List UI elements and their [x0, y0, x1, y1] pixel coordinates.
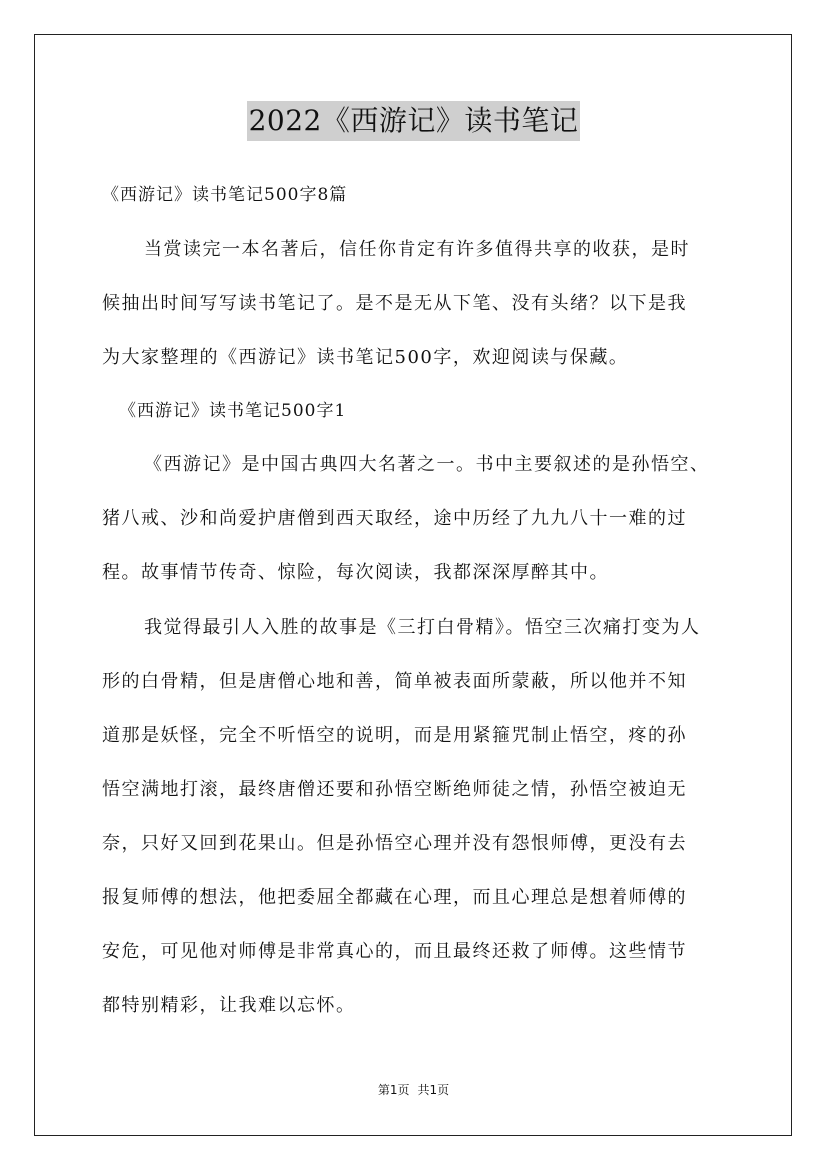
intro-line-2: 候抽出时间写写读书笔记了。是不是无从下笔、没有头绪？以下是我 — [102, 293, 687, 314]
paragraph1-line-2: 猪八戒、沙和尚爱护唐僧到西天取经，途中历经了九九八十一难的过 — [102, 508, 687, 529]
paragraph2-line-7: 安危，可见他对师傅是非常真心的，而且最终还救了师傅。这些情节 — [102, 941, 687, 962]
paragraph1-line-3: 程。故事情节传奇、惊险，每次阅读，我都深深厚醉其中。 — [102, 562, 609, 583]
intro-line-1: 当赏读完一本名著后，信任你肯定有许多值得共享的收获，是时 — [144, 239, 690, 260]
paragraph2-line-1: 我觉得最引人入胜的故事是《三打白骨精》。悟空三次痛打变为人 — [144, 617, 701, 638]
page-total: 共1页 — [417, 1083, 450, 1097]
document-subtitle: 《西游记》读书笔记500字8篇 — [102, 185, 348, 205]
page-footer — [0, 1082, 827, 1098]
paragraph2-line-8: 都特别精彩，让我难以忘怀。 — [102, 995, 356, 1016]
paragraph2-line-4: 悟空满地打滚，最终唐僧还要和孙悟空断绝师徒之情，孙悟空被迫无 — [102, 779, 687, 800]
intro-line-3: 为大家整理的《西游记》读书笔记500字，欢迎阅读与保藏。 — [102, 347, 629, 368]
document-title: 2022《西游记》读书笔记 — [247, 101, 581, 141]
paragraph2-line-5: 奈，只好又回到花果山。但是孙悟空心理并没有怨恨师傅，更没有去 — [102, 833, 687, 854]
paragraph2-line-3: 道那是妖怪，完全不听悟空的说明，而是用紧箍咒制止悟空，疼的孙 — [102, 725, 687, 746]
title-container — [0, 101, 827, 141]
page-number: 第1页 — [377, 1083, 410, 1097]
paragraph2-line-6: 报复师傅的想法，他把委屈全都藏在心理，而且心理总是想着师傅的 — [102, 887, 687, 908]
paragraph2-line-2: 形的白骨精，但是唐僧心地和善，简单被表面所蒙蔽，所以他并不知 — [102, 671, 687, 692]
section-heading: 《西游记》读书笔记500字1 — [119, 401, 347, 421]
paragraph1-line-1: 《西游记》是中国古典四大名著之一。书中主要叙述的是孙悟空、 — [144, 454, 710, 475]
